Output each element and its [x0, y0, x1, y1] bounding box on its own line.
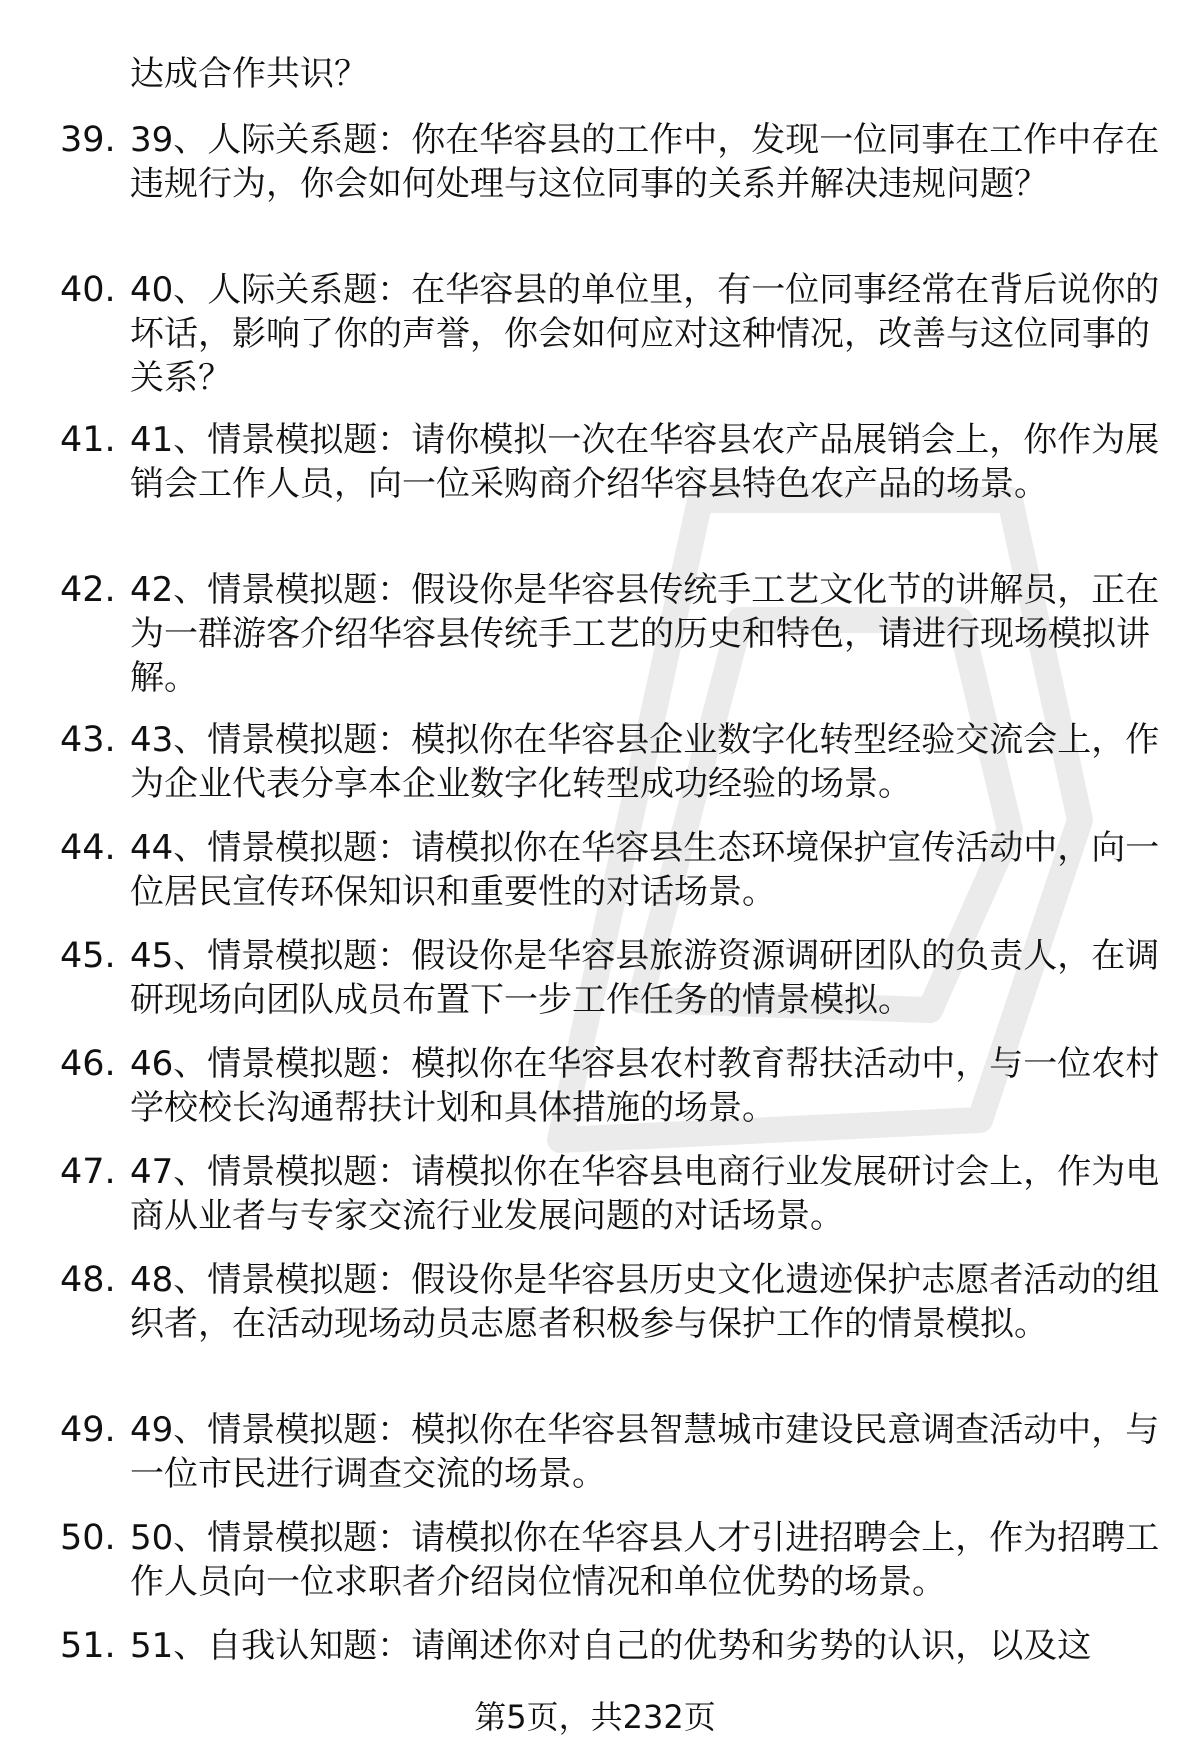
item-text: 41、情景模拟题：请你模拟一次在华容县农产品展销会上，你作为展销会工作人员，向一位采购商介绍华容县特色农产品的场景。 [130, 420, 1160, 504]
item-number: 47. [60, 1152, 116, 1192]
item-number: 43. [60, 720, 116, 760]
item-number: 44. [60, 828, 116, 868]
item-number: 45. [60, 936, 116, 976]
item-text: 47、情景模拟题：请模拟你在华容县电商行业发展研讨会上，作为电商从业者与专家交流行业发展问题的对话场景。 [130, 1152, 1160, 1236]
item-text: 40、人际关系题：在华容县的单位里，有一位同事经常在背后说你的坏话，影响了你的声誉，你会如何应对这种情况，改善与这位同事的关系？ [130, 270, 1160, 398]
item-number: 50. [60, 1518, 116, 1558]
item-number: 49. [60, 1410, 116, 1450]
item-text: 51、自我认知题：请阐述你对自己的优势和劣势的认识，以及这 [130, 1626, 1092, 1666]
item-text: 45、情景模拟题：假设你是华容县旅游资源调研团队的负责人，在调研现场向团队成员布置下一步工作任务的情景模拟。 [130, 936, 1160, 1020]
item-text: 43、情景模拟题：模拟你在华容县企业数字化转型经验交流会上，作为企业代表分享本企业数字化转型成功经验的场景。 [130, 720, 1160, 804]
item-text: 49、情景模拟题：模拟你在华容县智慧城市建设民意调查活动中，与一位市民进行调查交流的场景。 [130, 1410, 1160, 1494]
continuation-text: 达成合作共识？ [130, 54, 368, 94]
item-number: 42. [60, 570, 116, 610]
item-number: 46. [60, 1044, 116, 1084]
item-number: 39. [60, 120, 116, 160]
page-footer: 第5页，共232页 [474, 1698, 716, 1736]
item-number: 41. [60, 420, 116, 460]
item-number: 51. [60, 1626, 116, 1666]
item-text: 48、情景模拟题：假设你是华容县历史文化遗迹保护志愿者活动的组织者，在活动现场动员志愿者积极参与保护工作的情景模拟。 [130, 1260, 1160, 1344]
item-text: 50、情景模拟题：请模拟你在华容县人才引进招聘会上，作为招聘工作人员向一位求职者介绍岗位情况和单位优势的场景。 [130, 1518, 1160, 1602]
item-number: 40. [60, 270, 116, 310]
item-text: 46、情景模拟题：模拟你在华容县农村教育帮扶活动中，与一位农村学校校长沟通帮扶计划和具体措施的场景。 [130, 1044, 1160, 1128]
item-text: 39、人际关系题：你在华容县的工作中，发现一位同事在工作中存在违规行为，你会如何处理与这位同事的关系并解决违规问题？ [130, 120, 1160, 204]
item-text: 44、情景模拟题：请模拟你在华容县生态环境保护宣传活动中，向一位居民宣传环保知识和重要性的对话场景。 [130, 828, 1160, 912]
item-text: 42、情景模拟题：假设你是华容县传统手工艺文化节的讲解员，正在为一群游客介绍华容县传统手工艺的历史和特色，请进行现场模拟讲解。 [130, 570, 1160, 698]
item-number: 48. [60, 1260, 116, 1300]
